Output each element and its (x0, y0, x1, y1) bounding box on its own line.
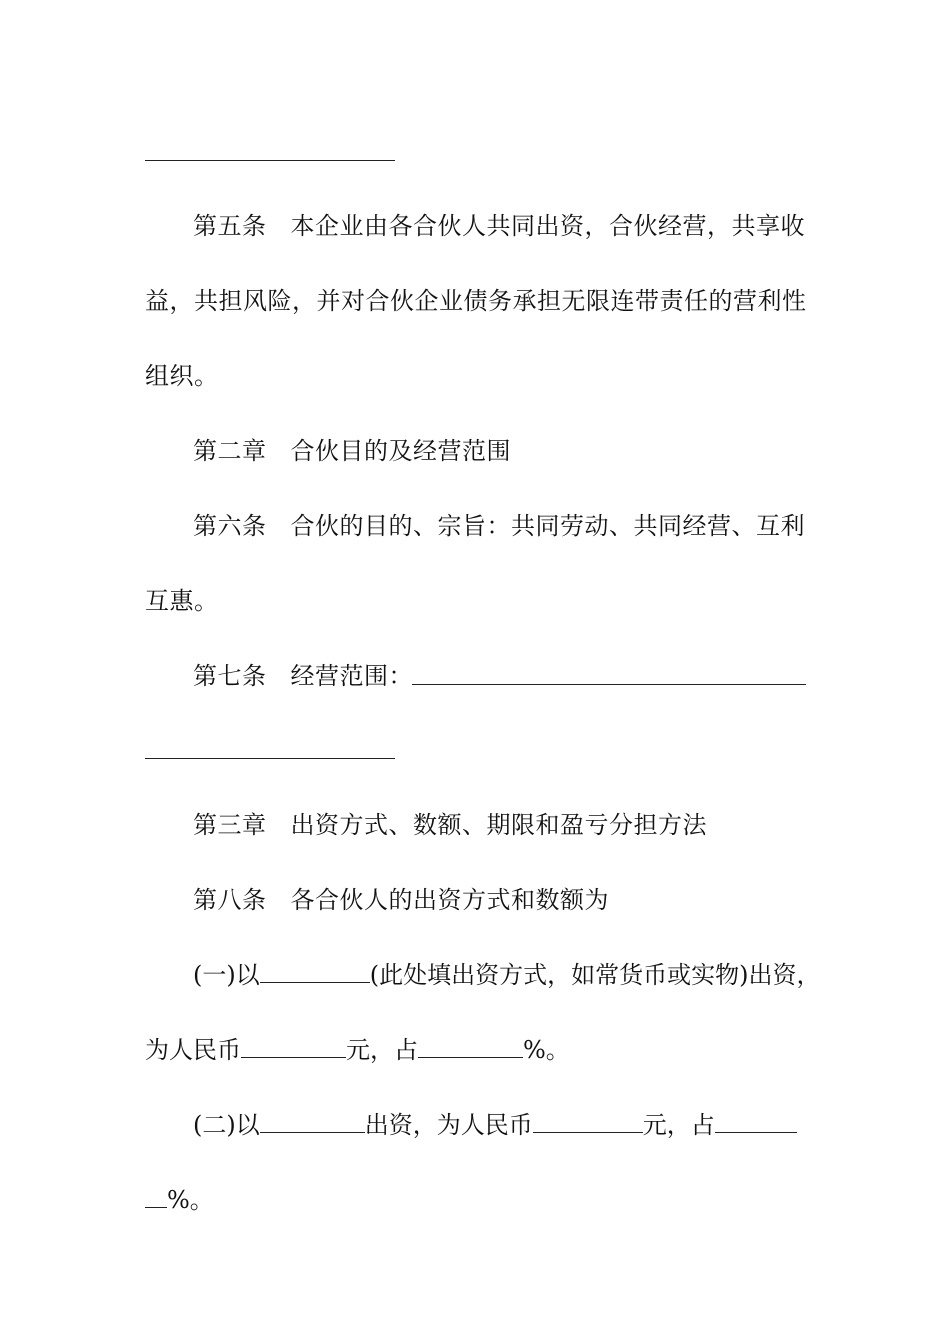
blank-line (145, 160, 395, 161)
article-5-heading: 第五条 (193, 212, 267, 240)
contribution-method-blank (260, 960, 370, 983)
item-1-line-2 (145, 1035, 570, 1065)
article-5-text: 本企业由各合伙人共同出资，合伙经营，共享收 (290, 212, 805, 240)
article-6-heading: 第六条 (193, 512, 267, 540)
blank-line (145, 758, 395, 759)
article-6-line-2: 互惠。 (145, 587, 219, 615)
article-5-line-1 (193, 211, 805, 241)
item-1-percent: %。 (523, 1036, 570, 1064)
amount-blank (241, 1035, 346, 1058)
article-7-line (193, 661, 413, 691)
amount-blank (533, 1110, 643, 1133)
contribution-method-blank (260, 1110, 365, 1133)
item-1-currency: 为人民币 (145, 1036, 241, 1064)
item-2-line-2 (145, 1185, 214, 1215)
item-1-note: (此处填出资方式，如常货币或实物)出资， (369, 961, 821, 989)
chapter-3-title: 出资方式、数额、期限和盈亏分担方法 (290, 811, 707, 839)
chapter-2-title: 合伙目的及经营范围 (290, 437, 511, 465)
chapter-3-number: 第三章 (193, 811, 267, 839)
article-6-line-1 (193, 511, 805, 541)
article-8-heading: 第八条 (193, 886, 267, 914)
article-5-line-2: 益，共担风险，并对合伙企业债务承担无限连带责任的营利性 (145, 287, 807, 315)
article-7-label: 经营范围： (290, 662, 413, 690)
item-1-unit: 元，占 (346, 1036, 418, 1064)
article-5-line-3: 组织。 (145, 362, 219, 390)
item-2-text: 出资，为人民币 (364, 1111, 533, 1139)
article-8-title: 各合伙人的出资方式和数额为 (290, 886, 609, 914)
chapter-2-heading (193, 436, 511, 466)
percent-blank (715, 1110, 797, 1133)
item-2-percent: %。 (167, 1186, 214, 1214)
item-2-prefix: (二)以 (193, 1111, 260, 1139)
item-1-line-1 (193, 960, 820, 990)
item-1-prefix: (一)以 (193, 961, 260, 989)
percent-blank (418, 1035, 523, 1058)
item-2-unit: 元，占 (642, 1111, 715, 1139)
business-scope-blank (412, 684, 806, 685)
item-2-line-1 (193, 1110, 797, 1140)
percent-blank-continued (145, 1185, 167, 1208)
article-7-heading: 第七条 (193, 662, 267, 690)
chapter-3-heading (193, 810, 707, 840)
article-6-text: 合伙的目的、宗旨：共同劳动、共同经营、互利 (290, 512, 805, 540)
chapter-2-number: 第二章 (193, 437, 267, 465)
article-8-line (193, 885, 609, 915)
